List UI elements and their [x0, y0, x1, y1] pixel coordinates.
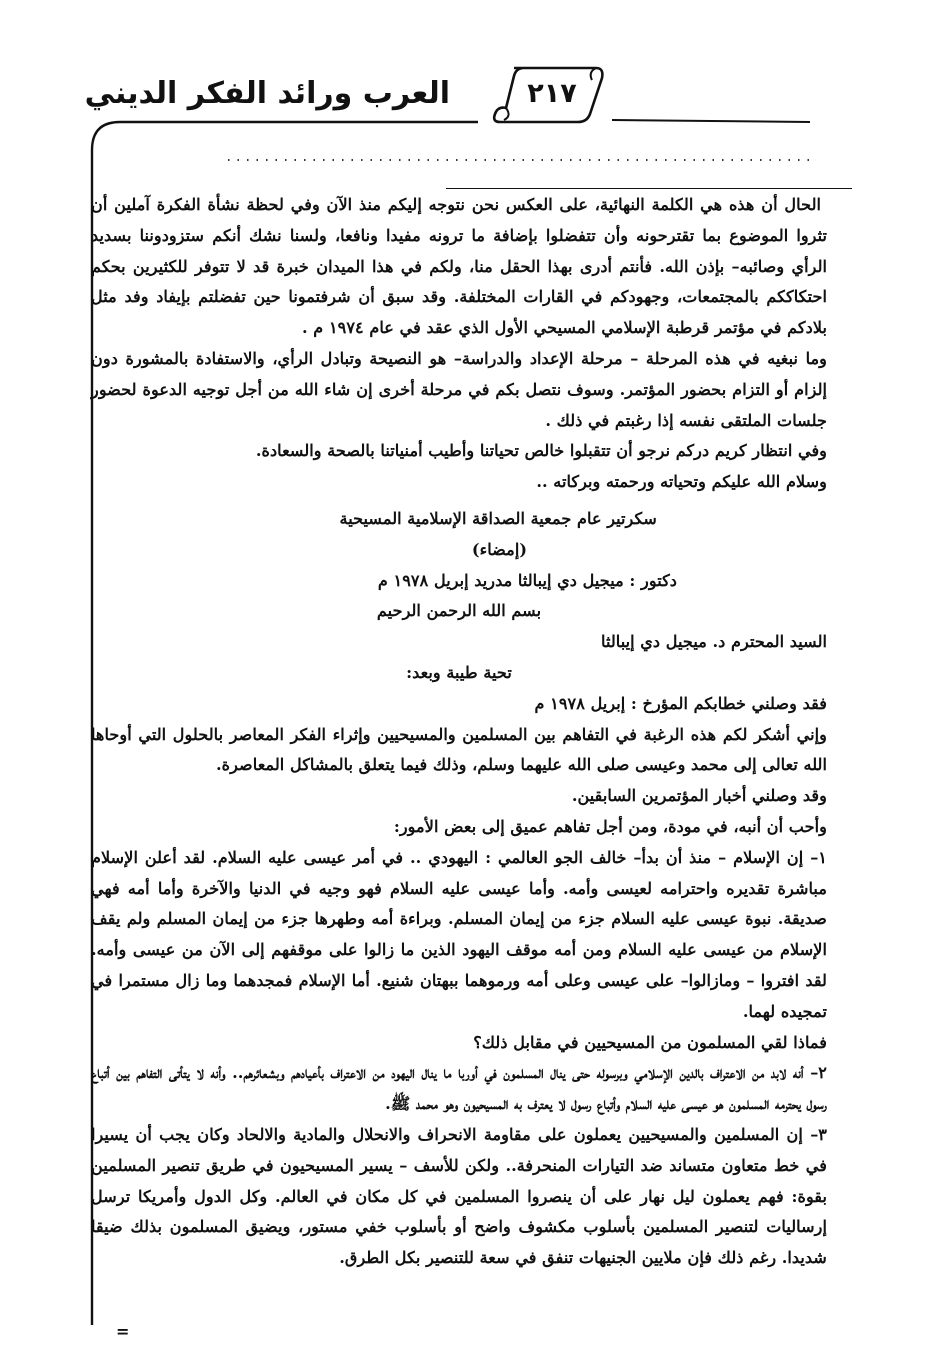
margin-mark: =	[116, 1322, 130, 1341]
running-header-title: العرب ورائد الفكر الديني	[84, 76, 450, 111]
letter-paragraph: ٣– إن المسلمين والمسيحيين يعملون على مقاومة الانحراف والانحلال والمادية والالحاد وكان يجب أن يسيرا في خط متعاون متساند ضد التيارات المنحرفة.. ولكن للأسف – يسير المسيحيون في طريق تنصير المسلمين بقوة: فهم يعملون ليل نهار على أن ينصروا المسلمين في كل مكان في العالم. وكل الدول وأمريكا ترسل إرساليات لتنصير المسلمين بأسلوب مكشوف واضح أو بأسلوب خفي مستور، ويضيق المسلمون بذلك ضيقا شديدا. رغم ذلك فإن ملايين الجنيهات تنفق في سعة للتنصير بكل الطرق.	[91, 1124, 827, 1268]
letter-paragraph: ٢– أنه لابد من الاعتراف بالدين الإسلامي وبرسوله حتى ينال المسلمون في أوربا ما ينال اليهود من الاعتراف بأعيادهم وبشعائرهم.. وأنه لا يتأتى التفاهم بين أتباع رسول يحترمه المسلمون هو عيسى عليه السلام وأتباع رسول لا يعترف به المسيحيون وهو محمد ﷺ.	[91, 1063, 827, 1114]
letter-paragraph: وأحب أن أنبه، في مودة، ومن أجل تفاهم عميق إلى بعض الأمور:	[393, 816, 827, 836]
signature-title: سكرتير عام جمعية الصداقة الإسلامية المسيحية	[339, 508, 657, 528]
paragraph: وما نبغيه في هذه المرحلة – مرحلة الإعداد والدراسة– هو النصيحة وتبادل الرأي، والاستفادة بالمشورة دون إلزام أو التزام بحضور المؤتمر. وسوف نتصل بكم في مرحلة أخرى إن شاء الله من أجل توجيه الدعوة لحضور جلسات الملتقى نفسه إذا رغبتم في ذلك .	[91, 348, 827, 430]
reply-header: دكتور : ميجيل دي إيبالثا مدريد إبريل ١٩٧٨ م	[377, 570, 677, 590]
letter-paragraph: وقد وصلني أخبار المؤتمرين السابقين.	[571, 786, 827, 806]
letter-greeting: تحية طيبة وبعد:	[406, 662, 512, 682]
paragraph: الحال أن هذه هي الكلمة النهائية، على العكس نحن نتوجه إليكم منذ الآن وفي لحظة نشأة الفكرة آملين أن تثروا الموضوع بما تقترحونه وأن تتفضلوا بإضافة ما ترونه مفيدا ونافعا، ولسنا نشك أنكم ستزودوننا بسديد الرأي وصائبه– بإذن الله. فأنتم أدرى بهذا الحقل منا، ولكم في هذا الميدان خبرة قد لا تتوفر للكثيرين بحكم احتكاككم بالمجتمعات، وجهودكم في القارات المختلفة. وقد سبق أن شرفتمونا حين تفضلتم بإيفاد وفد مثل بلادكم في مؤتمر قرطبة الإسلامي المسيحي الأول الذي عقد في عام ١٩٧٤ م .	[91, 195, 827, 338]
paragraph: وفي انتظار كريم دركم نرجو أن تتقبلوا خالص تحياتنا وأطيب أمنياتنا بالصحة والسعادة.	[255, 441, 827, 461]
paragraph: وسلام الله عليكم وتحياته ورحمته وبركاته ..	[536, 472, 827, 492]
letter-paragraph: وإني أشكر لكم هذه الرغبة في التفاهم بين المسلمين والمسيحيين وإثراء الفكر المعاصر بالحلول التي أوحاها الله تعالى إلى محمد وعيسى صلى الله عليهما وسلم، وذلك فيما يتعلق بالمشاكل المعاصرة.	[91, 724, 827, 775]
letter-paragraph: فقد وصلني خطابكم المؤرخ : إبريل ١٩٧٨ م	[534, 693, 827, 713]
letter-paragraph: فماذا لقي المسلمون من المسيحيين في مقابل ذلك؟	[473, 1032, 827, 1052]
page-content	[91, 190, 827, 1274]
basmala: بسم الله الرحمن الرحيم	[376, 601, 542, 621]
page-number: ٢١٧	[527, 78, 577, 109]
signature-signed: (إمضاء)	[471, 539, 527, 559]
letter-paragraph: ١– إن الإسلام – منذ أن بدأ– خالف الجو العالمي : اليهودي .. في أمر عيسى عليه السلام. لقد أعلن الإسلام مباشرة تقديره واحترامه لعيسى وأمه. وأما عيسى عليه السلام فهو وجيه في الدنيا والآخرة وأما أمه فهي صديقة. نبوة عيسى عليه السلام جزء من إيمان المسلم. وبراءة أمه وطهرها جزء من إيمان المسلم ولم يقف الإسلام من عيسى عليه السلام ومن أمه موقف اليهود الذين ما زالوا على موقفهم إلى الآن من عيسى وأمه. لقد افتروا – ومازالوا– على عيسى وعلى أمه ورموهما ببهتان شنيع. أما الإسلام فمجدهما وما زال مستمرا في تمجيده لهما.	[91, 847, 827, 1021]
letter-addressee: السيد المحترم د. ميجيل دي إيبالثا	[601, 632, 827, 652]
top-rule	[446, 188, 852, 189]
